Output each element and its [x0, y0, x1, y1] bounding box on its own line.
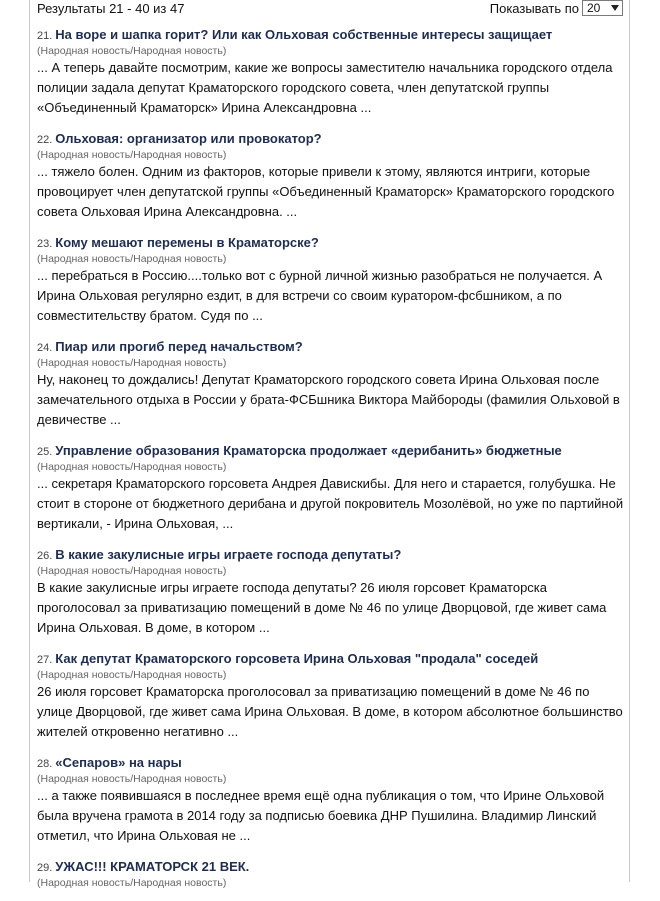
result-snippet: ... перебраться в Россию....только вот с бурной личной жизнью разобраться не получается. А Ирина Ольховая регулярно ездит, в для встречи со своим куратором-фсбшником, а по совместительству братом. Судя по ... [37, 268, 603, 323]
result-title-line [37, 858, 627, 877]
result-snippet: 26 июля горсовет Краматорска проголосовал за приватизацию помещений в доме № 46 по улице Дворцовой, где живет сама Ирина Ольховая. В доме, в котором абсолютное большинство жителей откровенно негативно ... [37, 684, 623, 739]
result-item [37, 338, 627, 430]
result-source: (Народная новость/Народная новость) [37, 357, 227, 369]
result-source: (Народная новость/Народная новость) [37, 45, 227, 57]
result-title-line [37, 442, 627, 461]
result-number: 26. [37, 550, 53, 562]
result-item [37, 650, 627, 742]
result-item [37, 234, 627, 326]
result-title-link[interactable]: На воре и шапка горит? Или как Ольховая собственные интересы защищает [55, 27, 553, 42]
result-title-link[interactable]: Пиар или прогиб перед начальством? [55, 339, 303, 354]
result-number: 21. [37, 30, 53, 42]
result-source: (Народная новость/Народная новость) [37, 149, 227, 161]
result-snippet: ... А теперь давайте посмотрим, какие же вопросы заместителю начальника городского отдела полиции задала депутат Краматорского городского совета, член депутатской группы «Объединенный Краматорск» Ирина Александровна ... [37, 60, 613, 115]
result-item [37, 546, 627, 638]
result-number: 28. [37, 758, 53, 770]
result-number: 27. [37, 654, 53, 666]
results-list [37, 26, 627, 901]
results-header [37, 0, 623, 18]
result-source: (Народная новость/Народная новость) [37, 773, 227, 785]
per-page-value: 20 [587, 1, 601, 15]
result-title-link[interactable]: Кому мешают перемены в Краматорске? [55, 235, 319, 250]
chevron-down-icon [611, 5, 619, 11]
result-item [37, 754, 627, 846]
result-title-line [37, 130, 627, 149]
result-title-link[interactable]: «Сепаров» на нары [55, 755, 182, 770]
result-title-line [37, 754, 627, 773]
result-title-link[interactable]: Ольховая: организатор или провокатор? [55, 131, 322, 146]
result-snippet: ... тяжело болен. Одним из факторов, которые привели к этому, являются интриги, которые провоцирует член депутатской группы «Объединенный Краматорск» Краматорского городского совета Ольховая Ирина Александровна. ... [37, 164, 615, 219]
result-number: 25. [37, 446, 53, 458]
result-title-line [37, 338, 627, 357]
result-source: (Народная новость/Народная новость) [37, 877, 227, 889]
result-item [37, 130, 627, 222]
result-source: (Народная новость/Народная новость) [37, 461, 227, 473]
result-snippet: Ну, наконец то дождались! Депутат Краматорского городского совета Ирина Ольховая после замечательного отдыха в России у брата-ФСБшника Виктора Майбороды (фамилия Ольховой в девичестве ... [37, 372, 620, 427]
per-page-label: Показывать по [489, 0, 579, 16]
per-page-control [490, 0, 623, 16]
result-title-link[interactable]: УЖАС!!! КРАМАТОРСК 21 ВЕК. [55, 859, 250, 874]
result-number: 23. [37, 238, 53, 250]
results-count: Результаты 21 - 40 из 47 [37, 1, 185, 16]
result-snippet: В какие закулисные игры играете господа депутаты? 26 июля горсовет Краматорска проголосовал за приватизацию помещений в доме № 46 по улице Дворцовой, где живет сама Ирина Ольховая. В доме, в котором ... [37, 580, 607, 635]
result-item [37, 858, 627, 889]
result-source: (Народная новость/Народная новость) [37, 565, 227, 577]
result-snippet: ... а также появившаяся в последнее время ещё одна публикация о том, что Ирине Ольховой была вручена грамота в 2014 году за подписью боевика ДНР Пушилина. Владимир Линский отметил, что Ирина Ольховая не ... [37, 788, 605, 843]
result-number: 22. [37, 134, 53, 146]
result-item [37, 26, 627, 118]
result-title-line [37, 234, 627, 253]
result-source: (Народная новость/Народная новость) [37, 669, 227, 681]
result-title-line [37, 650, 627, 669]
result-title-line [37, 26, 627, 45]
result-title-line [37, 546, 627, 565]
result-source: (Народная новость/Народная новость) [37, 253, 227, 265]
result-item [37, 442, 627, 534]
result-title-link[interactable]: Управление образования Краматорска продолжает «дерибанить» бюджетные [55, 443, 562, 458]
result-title-link[interactable]: В какие закулисные игры играете господа депутаты? [55, 547, 402, 562]
result-title-link[interactable]: Как депутат Краматорского горсовета Ирина Ольховая "продала" соседей [55, 651, 539, 666]
result-number: 24. [37, 342, 53, 354]
result-snippet: ... секретаря Краматорского горсовета Андрея Давискибы. Для него и старается, голубушка. Не стоит в стороне от бюджетного дерибана и другой покровитель Мозолёвой, но уже по партийной вертикали, - Ирина Ольховая, ... [37, 476, 624, 531]
per-page-select[interactable] [582, 0, 623, 16]
result-number: 29. [37, 862, 53, 874]
